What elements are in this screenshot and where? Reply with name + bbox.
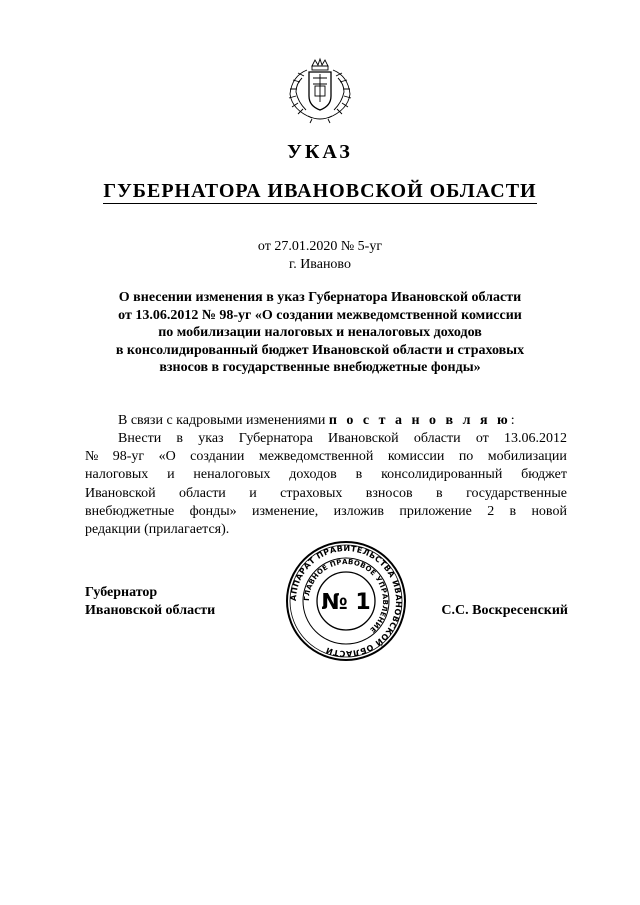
subject-line: О внесении изменения в указ Губернатора Ивановской области xyxy=(118,290,522,305)
seal-outer-text: АППАРАТ ПРАВИТЕЛЬСТВА ИВАНОВСКОЙ ОБЛАСТИ xyxy=(288,543,404,659)
word: указ xyxy=(198,431,224,446)
official-seal xyxy=(285,540,407,662)
word: государственные xyxy=(466,485,567,501)
word: налоговых xyxy=(85,467,149,483)
document-type-title: УКАЗ xyxy=(287,141,353,163)
emblem xyxy=(282,56,358,124)
word: в xyxy=(509,503,517,519)
signatory-title-line: Губернатор xyxy=(85,585,158,600)
document-date-number: от 27.01.2020 № 5-уг xyxy=(257,239,383,254)
decree-keyword: п о с т а н о в л я ю xyxy=(328,413,511,428)
coat-of-arms-icon xyxy=(282,56,358,124)
signatory-title-line: Ивановской области xyxy=(85,603,216,618)
word: страховых xyxy=(280,485,343,501)
signatory-name: С.С. Воскресенский xyxy=(441,603,568,618)
word: доходов xyxy=(289,467,337,483)
word: мобилизации xyxy=(487,449,567,465)
decree-line xyxy=(85,466,567,484)
word: в xyxy=(436,485,443,501)
word: по xyxy=(458,449,474,465)
word: Губернатора xyxy=(238,431,313,446)
word: 13.06.2012 xyxy=(503,431,567,446)
decree-line xyxy=(85,448,567,466)
word: консолидированный xyxy=(381,467,503,483)
word: в xyxy=(355,467,363,483)
word: внебюджетные xyxy=(85,503,175,519)
word: Ивановской xyxy=(85,485,156,501)
decree-line xyxy=(85,503,567,521)
word: области xyxy=(413,431,461,446)
subject-line: в консолидированный бюджет Ивановской области и страховых xyxy=(115,342,525,358)
subject-line: взносов в государственные внебюджетные фонды» xyxy=(159,360,481,375)
issuer-title xyxy=(0,180,640,203)
word: изложив xyxy=(333,503,385,519)
seal-stamp-icon xyxy=(285,540,407,662)
word: 2 xyxy=(487,503,495,519)
preamble-colon: : xyxy=(510,413,515,428)
preamble-text: В связи с кадровыми изменениями xyxy=(118,413,329,428)
word: и xyxy=(167,467,175,483)
word: взносов xyxy=(365,485,413,501)
subject-line: по мобилизации налоговых и неналоговых доходов xyxy=(158,325,482,340)
decree-line-last: редакции (прилагается). xyxy=(85,522,230,538)
word: области xyxy=(179,485,226,501)
word: в xyxy=(176,431,184,446)
word: создании xyxy=(190,449,245,465)
word: межведомственной xyxy=(258,449,374,465)
word: приложение xyxy=(399,503,472,519)
decree-line xyxy=(85,430,567,448)
word: Внести xyxy=(118,431,162,446)
word: комиссии xyxy=(387,449,445,465)
seal-inner-text: ГЛАВНОЕ ПРАВОВОЕ УПРАВЛЕНИЕ xyxy=(302,557,390,635)
word: Ивановской xyxy=(328,431,399,446)
word: неналоговых xyxy=(193,467,271,483)
word: изменение, xyxy=(251,503,319,519)
decree-line xyxy=(85,485,567,503)
word: № xyxy=(85,449,99,465)
word: новой xyxy=(531,503,567,519)
signatory-title xyxy=(85,584,215,620)
document-city: г. Иваново xyxy=(289,257,351,272)
word: от xyxy=(475,431,489,446)
word: 98-уг xyxy=(112,449,145,465)
document-subject xyxy=(90,289,550,377)
issuer-title-text: ГУБЕРНАТОРА ИВАНОВСКОЙ ОБЛАСТИ xyxy=(103,180,537,202)
seal-number: № 1 xyxy=(321,590,371,615)
decree-paragraph xyxy=(85,430,567,539)
word: фонды» xyxy=(189,503,237,519)
word: бюджет xyxy=(521,467,567,483)
preamble-paragraph xyxy=(118,412,515,430)
word: и xyxy=(249,485,257,501)
subject-line: от 13.06.2012 № 98-уг «О создании межведомственной комиссии xyxy=(118,307,522,323)
word: «О xyxy=(158,449,176,465)
